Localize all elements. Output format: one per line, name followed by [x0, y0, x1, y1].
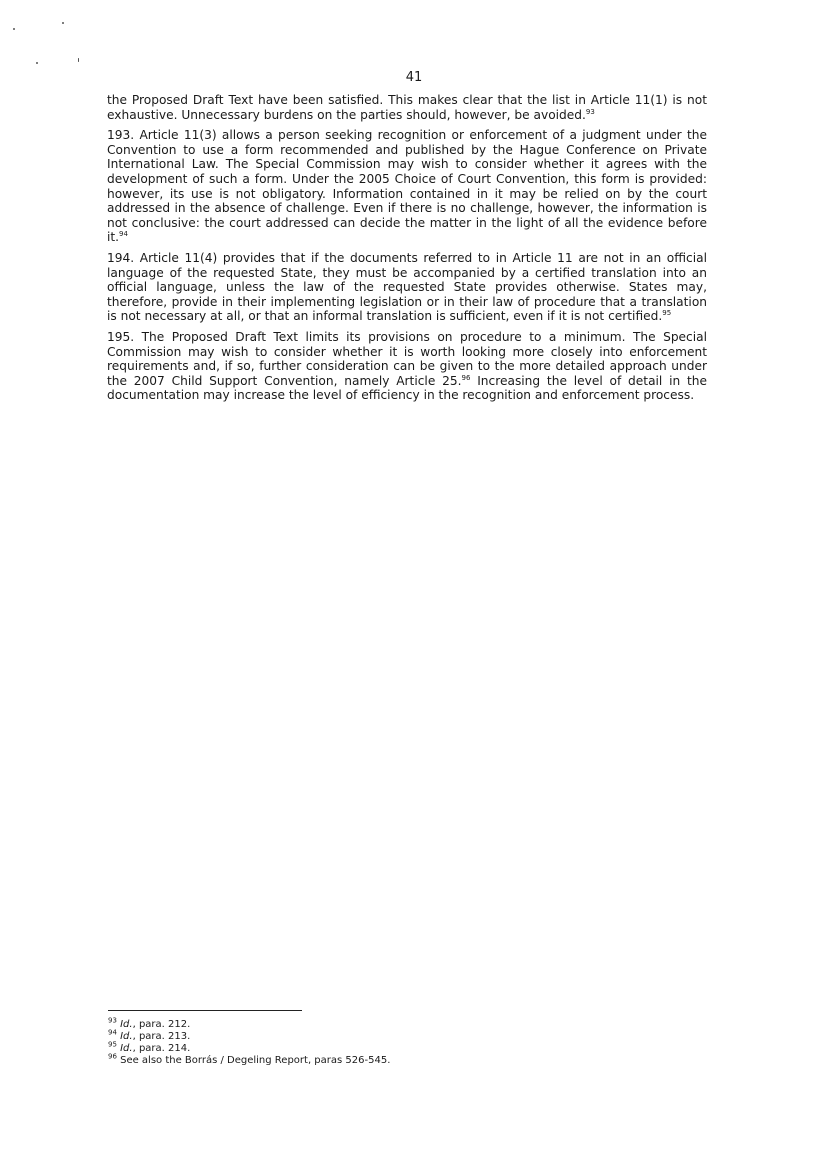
scan-speck	[62, 22, 64, 24]
footnote-divider	[108, 1010, 302, 1011]
footnote-ref[interactable]: 93	[585, 107, 595, 116]
footnote-93: $^{93}$ Id., para. 212.	[108, 1016, 191, 1030]
footnote-94: $^{94}$ Id., para. 213.	[108, 1028, 191, 1042]
scan-speck	[36, 62, 38, 64]
scan-speck	[13, 28, 15, 30]
footnote-ref[interactable]: 94	[119, 230, 128, 239]
paragraph-195: 195. The Proposed Draft Text limits its provisions on procedure to a minimum. The Special Commission may wish to consider whether it is worth looking more closely into enforcement requirements and, if so, further consideration can be given to the more detailed approach under the 2007 Child Support Convention, namely Article 25.96 Increasing the level of detail in the documentation may increase the level of efficiency in the recognition and enforcement process.	[107, 329, 708, 403]
footnote-96: $^{96}$ See also the Borrás / Degeling Report, paras 526-545.	[108, 1052, 391, 1066]
paragraph-194: 194. Article 11(4) provides that if the documents referred to in Article 11 are not in an official language of the requested State, they must be accompanied by a certified translation into an official language, unless the law of the requested State provides otherwise. States may, therefore, provide in their implementing legislation or in their law of procedure that a translation is not necessary at all, or that an informal translation is sufficient, even if it is not certified.$^{95}$	[107, 250, 707, 324]
page-number: 41	[405, 70, 423, 85]
footnote-ref[interactable]: 95	[662, 309, 672, 318]
paragraph: the Proposed Draft Text have been satisfied. This makes clear that the list in Article 11(1) is not exhaustive. Unnecessary burdens on the parties should, however, be avoided.$^{93}$	[107, 93, 707, 122]
footnote-95: $^{95}$ Id., para. 214.	[108, 1040, 191, 1054]
footnote-ref[interactable]: 96	[461, 373, 471, 382]
scan-speck	[78, 58, 79, 62]
paragraph-193: 193. Article 11(3) allows a person seeking recognition or enforcement of a judgment under the Convention to use a form recommended and published by the Hague Conference on Private International Law. The Special Commission may wish to consider whether it agrees with the development of such a form. Under the 2005 Choice of Court Convention, this form is provided: however, its use is not obligatory. Information contained in it may be relied on by the court addressed in the absence of challenge. Even if there is no challenge, however, the information is not conclusive: the court addressed can decide the matter in the light of all the evidence before it.$^{94}$	[107, 128, 707, 245]
body-text	[107, 93, 707, 409]
footnotes	[108, 1016, 708, 1067]
